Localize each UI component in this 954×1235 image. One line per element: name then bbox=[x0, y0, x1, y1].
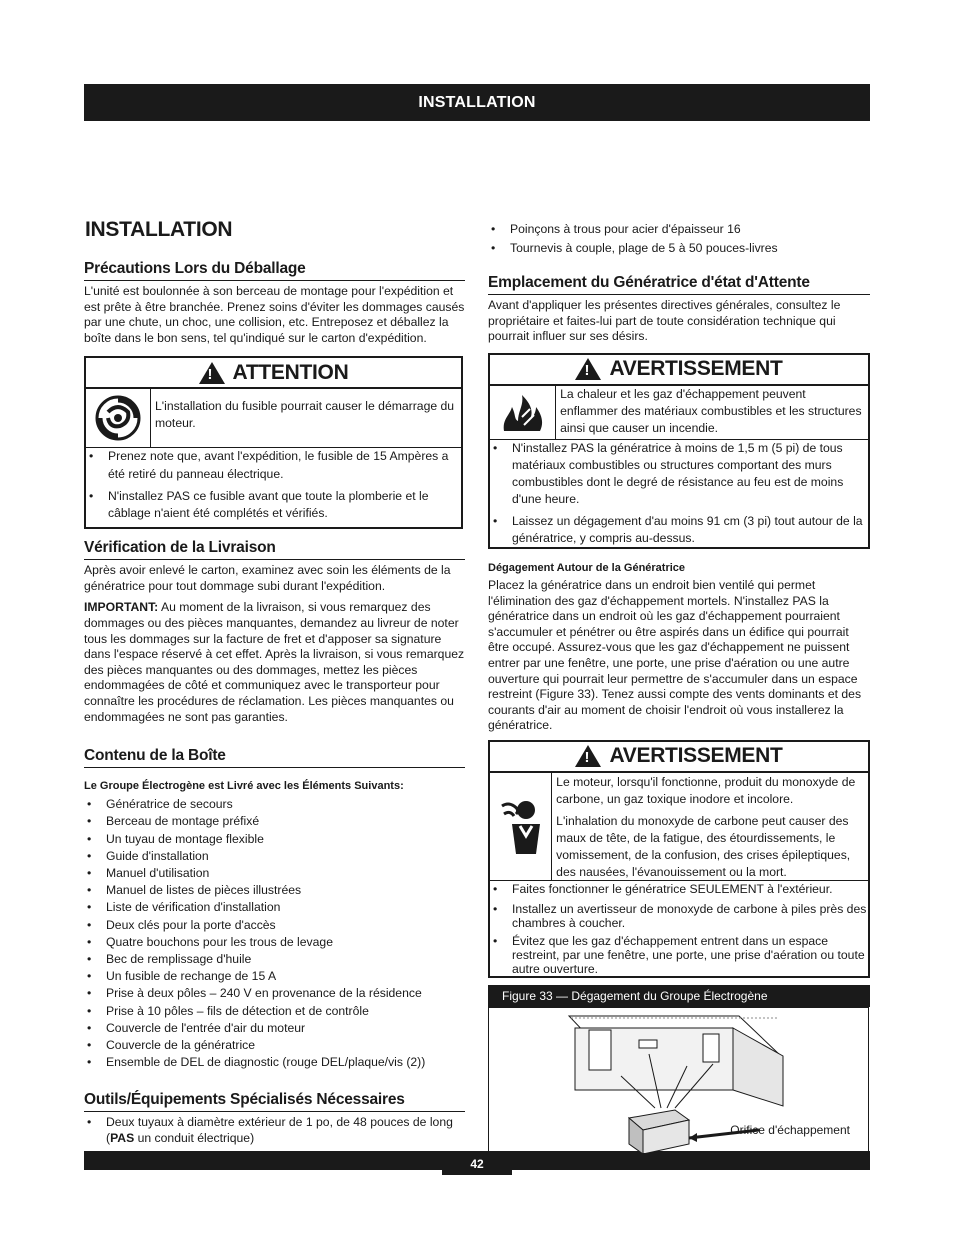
clearance-subheading: Dégagement Autour de la Génératrice bbox=[488, 562, 686, 574]
clearance-text: Placez la génératrice dans un endroit bien ventilé qui permet l'élimination des gaz d'échappement mortels. N'installez PAS la génératrice dans un endroit où les gaz d'échappement pourraient s'accumuler et pénétrer ou être aspirés dans un édifice qui pourrait être occupé. Assurez-vous que les gaz d'échappement ne puissent entrer par une fenêtre, une porte, une prise d'aération ou une autre ouverture qui pourrait leur permettre de s'accumuler dans un espace restreint (Figure 33). Tenez aussi compte des vents dominants et des courants d'air au moment de choisir l'endroit où vous installerez la génératrice. bbox=[488, 578, 862, 733]
tools-heading: Outils/Équipements Spécialisés Nécessaires bbox=[84, 1091, 465, 1112]
fire-icon bbox=[490, 386, 556, 439]
important-paragraph bbox=[84, 600, 465, 725]
list-item bbox=[84, 1115, 465, 1146]
warning-header bbox=[490, 355, 868, 386]
tools-list bbox=[84, 1115, 465, 1146]
warning-title: AVERTISSEMENT bbox=[609, 744, 783, 768]
list-item: • Bec de remplissage d'huile bbox=[84, 951, 465, 968]
toxic-fumes-icon bbox=[490, 773, 552, 880]
unpacking-text: L'unité est boulonnée à son berceau de montage pour l'expédition et est prête à être branchée. Prenez soins d'éviter les dommages causés par une chute, un choc, une collision, etc. Entreposez et déballez la boîte dans le bon sens, tel qu'indiqué sur le carton d'expédition. bbox=[84, 284, 465, 345]
tools-item-text-end: un conduit électrique) bbox=[134, 1130, 255, 1145]
rotating-parts-icon bbox=[86, 389, 151, 447]
list-item: • Ensemble de DEL de diagnostic (rouge DEL/plaque/vis (2)) bbox=[84, 1054, 465, 1071]
warning-box-co bbox=[488, 740, 870, 978]
list-item: • Un fusible de rechange de 15 A bbox=[84, 968, 465, 985]
list-item: • Prise à 10 pôles – fils de détection et de contrôle bbox=[84, 1003, 465, 1020]
list-item: • Génératrice de secours bbox=[84, 796, 465, 813]
figure-caption: Figure 33 — Dégagement du Groupe Électrogène bbox=[488, 985, 870, 1007]
attention-bullets bbox=[86, 448, 461, 522]
figure-33 bbox=[488, 985, 870, 1154]
list-item: • Deux clés pour la porte d'accès bbox=[84, 917, 465, 934]
contents-list bbox=[84, 796, 465, 1071]
list-item: • Berceau de montage préfixé bbox=[84, 813, 465, 830]
section-header-bar bbox=[84, 84, 870, 121]
tools-item-bold: PAS bbox=[110, 1130, 135, 1145]
warning-text-group bbox=[552, 773, 868, 880]
important-text: Au moment de la livraison, si vous remarquez des dommages ou des pièces manquantes, demandez au livreur de noter tous les dommages sur la facture de fret et d'apposer sa signature dans l'espace réservé à cet effet. Après la livraison, si vous remarquez des pièces manquantes ou des dommages, mettez les pièces endommagées de côté et communiquez avec le transporteur pour connaître les procédures de réclamation. Les pièces manquantes ou endommagées ne sont pas garanties. bbox=[84, 600, 465, 724]
list-item: • Guide d'installation bbox=[84, 848, 465, 865]
page-title: INSTALLATION bbox=[85, 218, 233, 241]
location-text: Avant d'appliquer les présentes directives générales, consultez le propriétaire et faites-lui part de toute considération technique qui pourrait influer sur ses désirs. bbox=[488, 298, 841, 344]
tools-item-text: Deux tuyaux à diamètre extérieur de 1 po, de 48 pouces de long ( bbox=[106, 1115, 453, 1145]
attention-box bbox=[84, 356, 463, 529]
delivery-text: Après avoir enlevé le carton, examinez avec soin les éléments de la génératrice pour tout dommage subi durant l'expédition. bbox=[84, 563, 451, 593]
warning-triangle-icon bbox=[575, 358, 601, 380]
attention-title: ATTENTION bbox=[232, 360, 349, 384]
figure-illustration bbox=[488, 1007, 869, 1154]
list-item: • Prise à deux pôles – 240 V en provenance de la résidence bbox=[84, 985, 465, 1002]
important-label: IMPORTANT: bbox=[84, 600, 159, 615]
list-item: • Poinçons à trous pour acier d'épaisseur 16 bbox=[488, 220, 870, 239]
tools-list-continued bbox=[488, 220, 870, 258]
section-header-title: INSTALLATION bbox=[418, 93, 536, 111]
warning-bullets bbox=[490, 881, 868, 976]
contents-heading: Contenu de la Boîte bbox=[84, 747, 465, 768]
location-heading: Emplacement du Génératrice d'état d'Attente bbox=[488, 274, 870, 295]
right-column bbox=[488, 220, 870, 1154]
list-item: • Manuel de listes de pièces illustrées bbox=[84, 882, 465, 899]
attention-header bbox=[86, 358, 461, 389]
warning-text: La chaleur et les gaz d'échappement peuvent enflammer des matériaux combustibles et les structures ainsi que causer un incendie. bbox=[560, 386, 862, 435]
warning-triangle-icon bbox=[575, 745, 601, 767]
warning-row bbox=[490, 773, 868, 881]
delivery-heading: Vérification de la Livraison bbox=[84, 539, 465, 560]
warning-row bbox=[490, 386, 868, 440]
attention-row bbox=[86, 389, 461, 448]
list-item: • Évitez que les gaz d'échappement entrent dans un espace restreint, par une fenêtre, une porte, une prise d'aération ou toute autre ouverture. bbox=[490, 934, 868, 976]
left-column bbox=[84, 218, 465, 1147]
list-item: • Laissez un dégagement d'au moins 91 cm (3 pi) tout autour de la génératrice, y compris au-dessus. bbox=[490, 513, 868, 547]
list-item: • Quatre bouchons pour les trous de levage bbox=[84, 934, 465, 951]
unpacking-heading: Précautions Lors du Déballage bbox=[84, 260, 465, 281]
warning-header bbox=[490, 742, 868, 773]
list-item: • Liste de vérification d'installation bbox=[84, 899, 465, 916]
attention-text: L'installation du fusible pourrait causer le démarrage du moteur. bbox=[155, 399, 455, 431]
list-item: • Manuel d'utilisation bbox=[84, 865, 465, 882]
warning-title: AVERTISSEMENT bbox=[609, 357, 783, 381]
list-item: • Couvercle de l'entrée d'air du moteur bbox=[84, 1020, 465, 1037]
warning-text: L'inhalation du monoxyde de carbone peut causer des maux de tête, de la fatigue, des étourdissements, le vomissement, de la confusion, des crises épileptiques, des nausées, l'évanouissement ou la mort. bbox=[556, 813, 851, 879]
page-number: 42 bbox=[442, 1151, 512, 1175]
list-item: • Prenez note que, avant l'expédition, le fusible de 15 Ampères a été retiré du panneau électrique. bbox=[86, 448, 461, 482]
warning-box-fire bbox=[488, 353, 870, 549]
list-item: • Un tuyau de montage flexible bbox=[84, 831, 465, 848]
warning-triangle-icon bbox=[199, 362, 225, 384]
list-item: • Faites fonctionner le génératrice SEULEMENT à l'extérieur. bbox=[490, 881, 868, 898]
list-item: • Installez un avertisseur de monoxyde de carbone à piles près des chambres à coucher. bbox=[490, 902, 868, 930]
exhaust-outlet-label: Orifice d'échappement bbox=[730, 1123, 850, 1138]
warning-text: Le moteur, lorsqu'il fonctionne, produit du monoxyde de carbone, un gaz toxique inodore et incolore. bbox=[556, 774, 856, 806]
warning-bullets bbox=[490, 440, 868, 547]
list-item: • N'installez PAS ce fusible avant que toute la plomberie et le câblage n'aient été complétés et vérifiés. bbox=[86, 488, 461, 522]
contents-subheading: Le Groupe Électrogène est Livré avec les Éléments Suivants: bbox=[84, 780, 404, 793]
list-item: • Couvercle de la génératrice bbox=[84, 1037, 465, 1054]
list-item: • N'installez PAS la génératrice à moins de 1,5 m (5 pi) de tous matériaux combustibles ou structures comportant des murs combustibles dont le degré de résistance au feu est de moins d'une heure. bbox=[490, 440, 868, 509]
list-item: • Tournevis à couple, plage de 5 à 50 pouces-livres bbox=[488, 239, 870, 258]
